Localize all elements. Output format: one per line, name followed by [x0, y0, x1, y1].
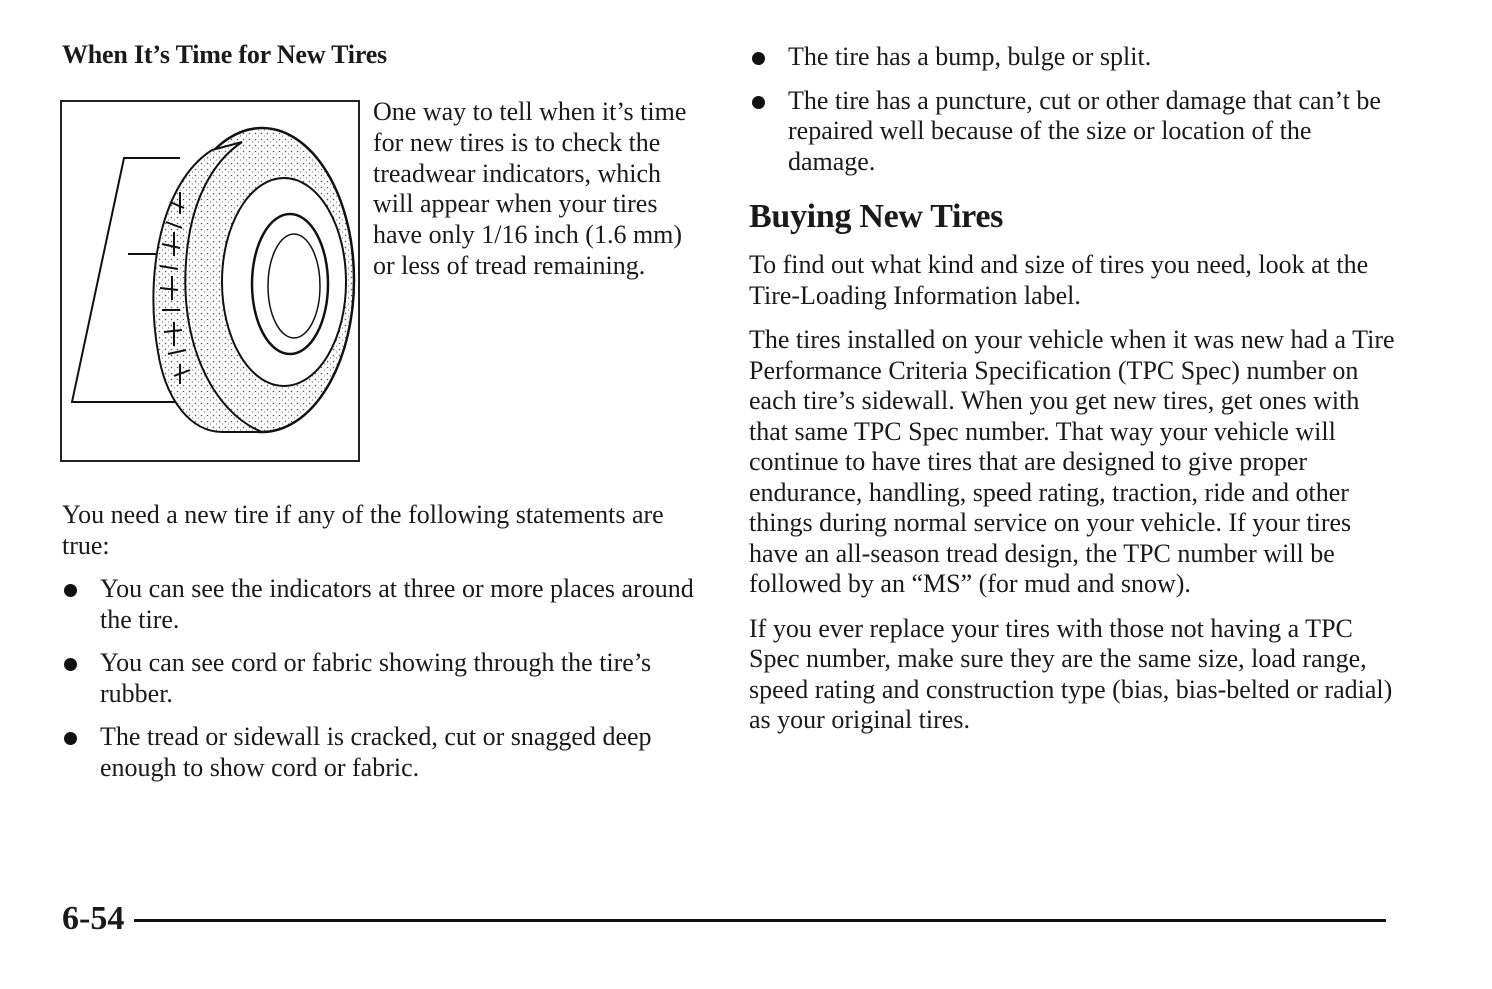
list-item	[62, 574, 702, 635]
right-body	[749, 250, 1399, 750]
list-item-text: The tire has a puncture, cut or other damage that can’t be repaired well because of the size or location of the damage.	[788, 85, 1381, 176]
list-item-text: You can see the indicators at three or more places around the tire.	[100, 574, 694, 634]
tire-figure	[60, 100, 360, 462]
body-paragraph: If you ever replace your tires with those not having a TPC Spec number, make sure they are the same size, load range, speed rating and construction type (bias, bias-belted or radial) as your original tires.	[749, 613, 1393, 734]
list-item	[750, 86, 1400, 178]
tire-illustration-icon	[62, 102, 358, 460]
bullet-icon	[64, 658, 77, 671]
right-bullet-list	[750, 42, 1400, 190]
body-paragraph: The tires installed on your vehicle when it was new had a Tire Performance Criteria Specification (TPC Spec) number on each tire’s sidewall. When you get new tires, get ones with that same TPC Spec number. That way your vehicle will continue to have tires that are designed to give proper endurance, handling, speed rating, traction, ride and other things during normal service on your vehicle. If your tires have an all-season tread design, the TPC number will be followed by an “MS” (for mud and snow).	[749, 325, 1395, 598]
bullet-icon	[64, 732, 77, 745]
bullet-icon	[64, 584, 77, 597]
bullet-icon	[752, 52, 765, 65]
lead-paragraph: You need a new tire if any of the following statements are true:	[62, 500, 664, 560]
list-item	[62, 648, 702, 709]
list-item-text: The tire has a bump, bulge or split.	[788, 42, 1152, 71]
list-item	[62, 722, 702, 783]
list-item-text: You can see cord or fabric showing through the tire’s rubber.	[100, 648, 652, 708]
section-subheading: When It’s Time for New Tires	[62, 40, 387, 69]
left-bullet-list	[62, 574, 702, 796]
footer-rule	[134, 919, 1386, 922]
body-paragraph: To find out what kind and size of tires you need, look at the Tire-Loading Information label.	[749, 250, 1369, 310]
section-heading: Buying New Tires	[749, 198, 1004, 235]
bullet-icon	[752, 96, 765, 109]
list-item	[750, 42, 1400, 73]
intro-paragraph: One way to tell when it’s time for new tires is to check the treadwear indicators, which will appear when your tires have only 1/16 inch (1.6 mm) or less of tread remaining.	[373, 97, 687, 280]
list-item-text: The tread or sidewall is cracked, cut or snagged deep enough to show cord or fabric.	[100, 722, 652, 782]
page-number: 6-54	[62, 900, 125, 937]
